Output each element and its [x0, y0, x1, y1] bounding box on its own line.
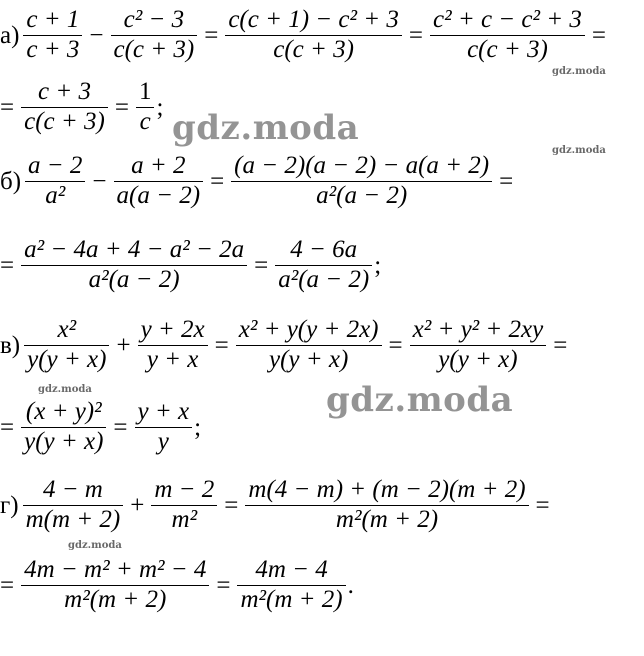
- numerator: x² + y(y + 2x): [238, 316, 379, 343]
- line-g-1: [0, 476, 555, 535]
- denominator: y(y + x): [27, 346, 107, 374]
- denominator: m²(m + 2): [240, 586, 343, 614]
- denominator: c + 3: [26, 36, 80, 64]
- fraction: [21, 236, 247, 295]
- numerator: 4m − m² + m² − 4: [24, 556, 207, 583]
- numerator: c(c + 1) − c² + 3: [228, 6, 399, 33]
- watermark: gdz.moda: [552, 66, 606, 77]
- fraction: [21, 556, 209, 615]
- label-g: г): [0, 491, 19, 519]
- denominator: m²(m + 2): [64, 586, 167, 614]
- fraction: [225, 6, 402, 65]
- numerator: x²: [57, 316, 77, 343]
- numerator: a² − 4a + 4 − a² − 2a: [24, 236, 245, 263]
- numerator: 4 − 6a: [290, 236, 358, 263]
- operator: =: [114, 93, 129, 121]
- operator: =: [499, 167, 514, 195]
- label-b: б): [0, 167, 22, 195]
- fraction: [151, 476, 217, 535]
- operator: =: [224, 491, 239, 519]
- semicolon: ;: [156, 93, 164, 121]
- line-v-1: [0, 316, 572, 375]
- fraction: [410, 316, 547, 375]
- semicolon: ;: [374, 251, 382, 279]
- denominator: a²(a − 2): [88, 266, 180, 294]
- numerator: m(4 − m) + (m − 2)(m + 2): [248, 476, 526, 503]
- numerator: 4m − 4: [255, 556, 328, 583]
- denominator: y(y + x): [24, 428, 104, 456]
- operator: =: [204, 21, 219, 49]
- denominator: y(y + x): [268, 346, 349, 374]
- fraction: [138, 316, 208, 375]
- denominator: c: [139, 108, 151, 136]
- numerator: c + 3: [37, 78, 91, 105]
- numerator: m − 2: [154, 476, 215, 503]
- fraction: [111, 6, 198, 65]
- label-a: а): [0, 21, 20, 49]
- denominator: c(c + 3): [113, 36, 195, 64]
- fraction: [236, 316, 382, 375]
- fraction: [25, 152, 85, 211]
- denominator: c(c + 3): [467, 36, 548, 64]
- line-b-1: [0, 152, 518, 211]
- fraction: [21, 78, 108, 137]
- numerator: y + 2x: [140, 316, 205, 343]
- numerator: c + 1: [26, 6, 80, 33]
- fraction: [23, 476, 124, 535]
- operator: −: [92, 167, 107, 195]
- numerator: x² + y² + 2xy: [412, 316, 544, 343]
- numerator: a + 2: [131, 152, 186, 179]
- line-b-2: [0, 236, 381, 295]
- label-v: в): [0, 331, 21, 359]
- denominator: c(c + 3): [273, 36, 354, 64]
- denominator: a²(a − 2): [316, 182, 408, 210]
- denominator: a²: [45, 182, 66, 210]
- denominator: y: [157, 428, 169, 456]
- fraction: [275, 236, 372, 295]
- watermark: gdz.moda: [68, 540, 122, 551]
- operator: =: [553, 331, 568, 359]
- operator: +: [116, 331, 131, 359]
- line-a-2: [0, 78, 163, 137]
- watermark: gdz.moda: [326, 380, 514, 420]
- operator: =: [0, 93, 15, 121]
- operator: =: [591, 21, 606, 49]
- semicolon: ;: [194, 413, 202, 441]
- denominator: y + x: [146, 346, 199, 374]
- fraction: [135, 398, 193, 457]
- numerator: (x + y)²: [25, 398, 102, 425]
- line-a-1: [0, 6, 611, 65]
- denominator: m(m + 2): [25, 506, 121, 534]
- denominator: c(c + 3): [24, 108, 105, 136]
- operator: =: [388, 331, 403, 359]
- numerator: 4 − m: [42, 476, 103, 503]
- numerator: c² − 3: [123, 6, 185, 33]
- denominator: m²(m + 2): [335, 506, 439, 534]
- operator: =: [214, 331, 229, 359]
- operator: =: [113, 413, 128, 441]
- numerator: 1: [138, 78, 152, 105]
- watermark: gdz.moda: [38, 384, 92, 395]
- denominator: y(y + x): [438, 346, 518, 374]
- fraction: [114, 152, 204, 211]
- operator: −: [89, 21, 104, 49]
- denominator: a²(a − 2): [278, 266, 370, 294]
- operator: =: [210, 167, 225, 195]
- numerator: c² + c − c² + 3: [432, 6, 582, 33]
- operator: =: [535, 491, 550, 519]
- watermark: gdz.moda: [552, 145, 606, 156]
- fraction: [24, 316, 109, 375]
- fraction: [231, 152, 492, 211]
- operator: =: [216, 571, 231, 599]
- fraction: [21, 398, 106, 457]
- period: .: [347, 571, 354, 599]
- fraction: [237, 556, 345, 615]
- operator: =: [254, 251, 269, 279]
- operator: =: [0, 413, 15, 441]
- fraction: [23, 6, 82, 65]
- line-v-2: [0, 398, 201, 457]
- fraction: [430, 6, 585, 65]
- operator: =: [0, 571, 15, 599]
- numerator: a − 2: [28, 152, 83, 179]
- fraction: [136, 78, 155, 137]
- numerator: (a − 2)(a − 2) − a(a + 2): [234, 152, 490, 179]
- denominator: a(a − 2): [116, 182, 201, 210]
- operator: +: [130, 491, 145, 519]
- watermark: gdz.moda: [172, 108, 360, 148]
- numerator: y + x: [137, 398, 190, 425]
- operator: =: [408, 21, 423, 49]
- operator: =: [0, 251, 15, 279]
- line-g-2: [0, 556, 354, 615]
- fraction: [245, 476, 528, 535]
- denominator: m²: [171, 506, 198, 534]
